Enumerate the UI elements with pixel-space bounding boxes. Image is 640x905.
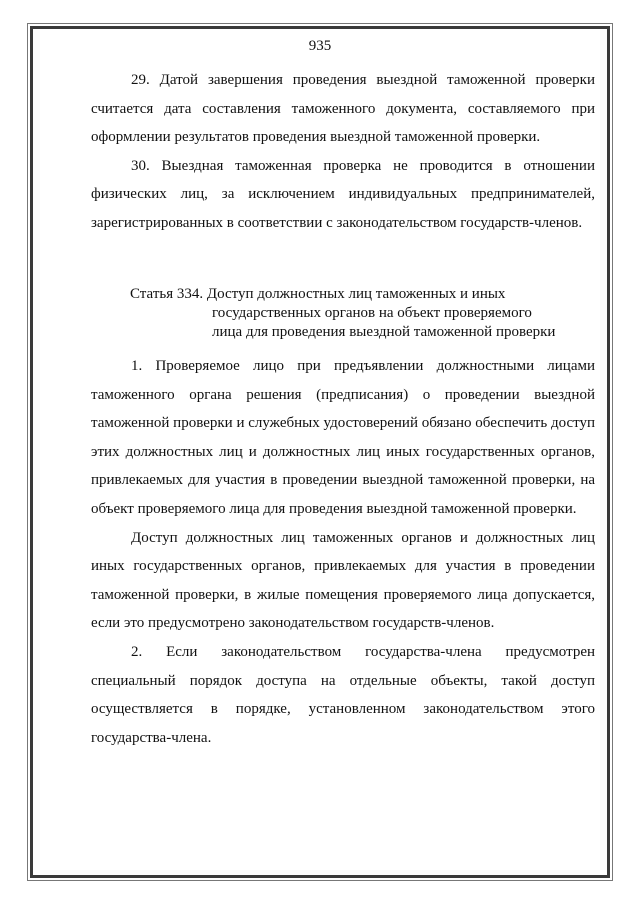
paragraph-2: 2. Если законодательством государства-члена предусмотрен специальный порядок доступа на отдельные объекты, такой доступ осуществляется в порядке, установленном законодательством этого государства-члена. [91,643,595,746]
paragraph-access-dwellings: Доступ должностных лиц таможенных органов и должностных лиц иных государственных органов, привлекаемых для участия в проведении таможенной проверки, в жилые помещения проверяемого лица допускается, если это предусмотрено законодательством государств-членов. [91,529,595,632]
paragraph-1: 1. Проверяемое лицо при предъявлении должностными лицами таможенного органа решения (предписания) о проведении выездной таможенной проверки и служебных удостоверений обязано обеспечить доступ этих должностных лиц и должностных лиц иных государственных органов, привлекаемых для участия в проведении выездной таможенной проверки, на объект проверяемого лица для проведения выездной таможенной проверки. [91,358,595,517]
article-heading-line-1: Статья 334. Доступ должностных лиц таможенных и иных [130,286,506,302]
page-number: 935 [308,38,332,54]
text-block-top [91,66,595,238]
paragraph-29: 29. Датой завершения проведения выездной таможенной проверки считается дата составления таможенного документа, составляемого при оформлении результатов проведения выездной таможенной проверки. [91,72,595,146]
article-heading [130,285,600,342]
article-heading-line-2: государственных органов на объект проверяемого [212,305,532,321]
paragraph-30: 30. Выездная таможенная проверка не проводится в отношении физических лиц, за исключением индивидуальных предпринимателей, зарегистрированных в соответствии с законодательством государств-членов. [91,157,595,231]
text-block-bottom [91,352,595,752]
article-heading-line-3: лица для проведения выездной таможенной проверки [212,324,556,340]
